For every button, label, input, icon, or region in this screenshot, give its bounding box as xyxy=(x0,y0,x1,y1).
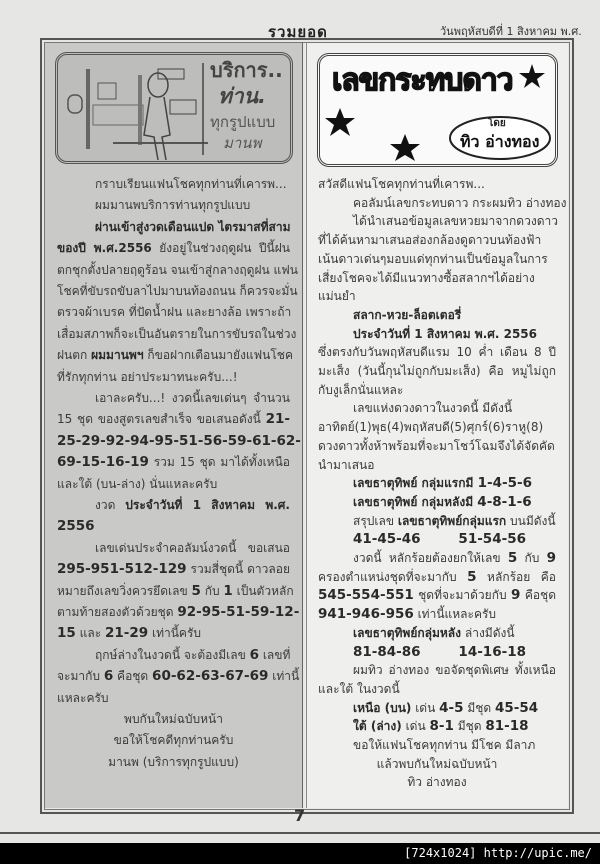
body-text: ขอให้โชคดีทุกท่านครับ xyxy=(113,733,234,748)
emphasis-text: 51-54-56 xyxy=(458,531,526,548)
right-article-line xyxy=(318,568,556,586)
body-text: ที่ได้ค้นหามาเสนอส่องกล้องดูดาวบนท้องฟ้า xyxy=(318,233,542,248)
left-article-line xyxy=(95,539,290,557)
emphasis-text: ประจำวันที่ 1 สิงหาคม พ.ศ. xyxy=(125,498,290,512)
left-article-line xyxy=(57,432,301,450)
body-text: โชคที่ขับรถขับลาไปมาบนท้องถนน ก็ควรจะมั่น xyxy=(57,284,298,298)
left-article-line xyxy=(57,517,290,535)
logo-text-you: ท่าน. xyxy=(218,84,266,108)
right-article-line xyxy=(318,381,556,399)
body-text: เด่น xyxy=(411,700,440,715)
body-text: พบกันใหม่ฉบับหน้า xyxy=(124,712,223,726)
emphasis-text: 92-95-51-59-12- xyxy=(177,604,300,620)
body-text: เท่านี้ครับ xyxy=(148,626,202,641)
left-article-line xyxy=(57,346,293,364)
body-text: บนมีดังนี้ xyxy=(506,513,556,528)
left-article-line xyxy=(57,325,297,343)
left-article-line xyxy=(57,261,298,279)
right-article-line xyxy=(318,755,556,773)
body-text: และใต้ (บน-ล่าง) นั่นแหละครับ xyxy=(57,476,218,491)
right-article-line xyxy=(318,680,556,698)
body-text: ดวงดาวทั้งห้าพร้อมที่จะมาโชว์โฉมจึงได้จัดคัด xyxy=(318,438,555,453)
emphasis-text: 5 xyxy=(507,550,518,566)
right-article-line xyxy=(318,287,556,305)
emphasis-text: เลขธาตุทิพย์กลุ่มหลัง xyxy=(353,625,462,640)
emphasis-text: 25-29-92-94-95-51-56-59-61-62- xyxy=(57,432,301,449)
right-article-line xyxy=(353,399,556,417)
body-text: แล้วพบกันใหม่ฉบับหน้า xyxy=(376,756,498,771)
body-text: และใต้ ในงวดนี้ xyxy=(318,681,400,696)
body-text: ยังอยู่ในช่วงฤดูฝน ปีนี้ฝน xyxy=(151,241,290,256)
right-article-line xyxy=(318,175,556,193)
right-article-line xyxy=(318,269,556,287)
left-column-header-illustration xyxy=(55,52,293,164)
body-text: รวม 15 ชุด มาได้ทั้งเหนือ xyxy=(148,455,290,470)
emphasis-text: 9 xyxy=(546,550,556,566)
body-text: แหละครับ xyxy=(57,690,109,705)
right-article-line xyxy=(353,474,556,492)
body-text: จะมากับ xyxy=(57,669,104,684)
left-article-line xyxy=(57,368,290,386)
right-article-line xyxy=(353,549,556,567)
body-text: เท่านี้ xyxy=(268,669,300,684)
left-article-line xyxy=(57,667,300,685)
emphasis-text: 45-54 xyxy=(495,699,539,716)
right-article-line xyxy=(318,362,556,380)
page-number: 7 xyxy=(294,806,306,825)
emphasis-text: 60-62-63-67-69 xyxy=(152,668,269,685)
left-article-line xyxy=(95,218,290,236)
body-text: มีชุด xyxy=(463,700,495,715)
emphasis-text: 41-45-46 xyxy=(353,531,421,548)
body-text: ก็ขอฝากเตือนมายังแฟนโชค xyxy=(143,348,293,363)
emphasis-text: 295-951-512-129 xyxy=(57,561,187,578)
right-article-line xyxy=(318,586,556,604)
body-text: นำมาเสนอ xyxy=(318,457,375,472)
left-article-line xyxy=(57,475,290,493)
body-text: สวัสดีแฟนโชคทุกท่านที่เคารพ... xyxy=(318,177,485,191)
logo-author: ทิว อ่างทอง xyxy=(460,132,540,151)
right-article-line xyxy=(318,456,556,474)
emphasis-text: 8-1 xyxy=(429,718,454,735)
emphasis-text: 15 xyxy=(57,625,76,642)
emphasis-text: เหนือ (บน) xyxy=(353,700,412,715)
body-text: หมายถึงเลขวิ่งควรยึดเลข xyxy=(57,583,192,598)
body-text: กับ xyxy=(200,583,224,598)
body-text: เสี่ยงโชคจะได้มีแนวทางซื้อสลากฯได้อย่าง xyxy=(318,270,535,285)
left-article-line xyxy=(57,624,290,642)
body-text: เด่น xyxy=(401,719,430,734)
emphasis-text: เลขธาตุทิพย์ กลุ่มแรกมี xyxy=(353,476,478,491)
emphasis-text: ของปี พ.ศ.2556 xyxy=(57,241,152,256)
left-article-line xyxy=(57,731,290,749)
right-article-line xyxy=(318,437,556,455)
left-article-line xyxy=(57,453,290,471)
emphasis-text: 21- xyxy=(265,411,290,428)
body-text: งวด xyxy=(95,498,126,512)
emphasis-text: 69-15-16-19 xyxy=(57,454,149,471)
emphasis-text: 9 xyxy=(511,587,521,604)
body-text: อาทิตย์(1)พุธ(4)พฤหัสบดี(5)ศุกร์(6)ราหู(8) xyxy=(318,420,544,435)
body-text: แม่นยำ xyxy=(318,289,356,304)
body-text: คือชุด xyxy=(113,669,153,684)
left-article-line xyxy=(57,710,290,728)
emphasis-text: ผมมานพฯ xyxy=(91,348,144,363)
body-text: ได้นำเสนอข้อมูลเลขหวยมาจากดวงดาว xyxy=(353,214,558,229)
emphasis-text: สลาก-หวย-ล็อตเตอรี่ xyxy=(353,307,462,322)
right-article-line xyxy=(353,717,556,735)
body-text: คือชุด xyxy=(520,588,556,603)
right-article-line xyxy=(353,194,567,212)
logo-title: เลขกระทบดาว xyxy=(332,63,513,98)
body-text: ตรวจผ้าเบรค ที่ปัดน้ำฝน และยางล้อ เพราะถ้า xyxy=(57,305,292,320)
body-text: กราบเรียนแฟนโชคทุกท่านที่เคารพ... xyxy=(95,177,287,191)
body-text: เลขเด่นประจำคอลัมน์งวดนี้ ขอเสนอ xyxy=(95,540,290,555)
right-article-line xyxy=(318,773,556,791)
emphasis-text: 81-18 xyxy=(485,718,529,735)
body-text: เลขแห่งดวงดาวในงวดนี้ มีดังนี้ xyxy=(353,401,513,416)
body-text: สรุปเลข xyxy=(353,513,398,528)
body-text: เท่านี้แหละครับ xyxy=(413,607,497,622)
left-article-line xyxy=(95,646,290,664)
body-text: ฝนตก xyxy=(57,348,92,363)
body-text: งวดนี้ หลักร้อยต้องยกให้เลข xyxy=(353,551,508,565)
body-text: ล่างมีดังนี้ xyxy=(461,625,515,640)
body-text: กับ xyxy=(517,551,547,565)
right-article-line xyxy=(318,343,556,361)
emphasis-text: 14-16-18 xyxy=(458,643,526,660)
emphasis-text: 2556 xyxy=(57,518,95,535)
emphasis-text: ผ่านเข้าสู่งวดเดือนแปด ไตรมาสที่สาม xyxy=(95,219,291,234)
left-article-line xyxy=(95,496,290,514)
image-size-stamp: [724x1024] http://upic.me/ xyxy=(404,846,592,860)
emphasis-text: 5 xyxy=(191,582,201,599)
left-article-line xyxy=(95,389,290,407)
right-article-line xyxy=(318,231,556,249)
body-text: เป็นตัวหลัก xyxy=(232,583,294,598)
emphasis-text: 545-554-551 xyxy=(318,587,414,604)
left-article-line xyxy=(57,239,290,257)
right-article-line xyxy=(318,250,556,268)
logo-text-service: บริการ.. xyxy=(210,58,283,82)
masthead: รวมยอด xyxy=(268,23,328,41)
left-article-line xyxy=(57,689,290,707)
left-article-line xyxy=(57,410,290,428)
right-article-line xyxy=(353,306,556,324)
emphasis-text: 5 xyxy=(467,568,477,585)
emphasis-text: 1 xyxy=(223,582,233,599)
body-text: ตกชุกตั้งปลายฤดูร้อน จนเข้าสู่กลางฤดูฝน แฟน xyxy=(57,262,298,277)
right-article-line xyxy=(353,493,556,511)
body-text: ตามท้ายสองตัวด้วยชุด xyxy=(57,605,178,619)
right-article-line xyxy=(318,418,556,436)
body-text: มะเส็ง (วันนี้กุนไม่ถูกกับมะเส็ง) คือ หมูไม่ถูก xyxy=(318,364,556,378)
body-text: ที่รักทุกท่าน อย่าประมาทนะครับ...! xyxy=(57,369,238,384)
body-text: เลขที่ xyxy=(259,647,291,662)
right-article-line xyxy=(353,530,526,548)
right-article-line xyxy=(353,643,526,661)
emphasis-text: ใต้ (ล่าง) xyxy=(353,719,402,734)
body-text: ครองตำแหน่งชุดที่จะมากับ xyxy=(318,569,468,584)
right-article-line xyxy=(353,325,556,343)
body-text: คอลัมน์เลขกระทบดาว กระผมทิว อ่างทอง xyxy=(353,195,567,210)
emphasis-text: 21-29 xyxy=(104,625,149,642)
emphasis-text: 81-84-86 xyxy=(353,643,421,660)
left-article-line xyxy=(57,303,290,321)
emphasis-text: 6 xyxy=(249,646,259,663)
emphasis-text: 6 xyxy=(103,668,114,685)
left-article-line xyxy=(57,560,290,578)
body-text: มานพ (บริการทุกรูปแบบ) xyxy=(108,754,239,769)
left-article-line xyxy=(57,603,300,621)
body-text: 15 ชุด ของสูตรเลขสำเร็จ ขอเสนอดังนี้ xyxy=(57,412,266,427)
body-text: ทิว อ่างทอง xyxy=(407,775,467,790)
emphasis-text: 941-946-956 xyxy=(318,606,414,623)
body-text: ผมมานพบริการท่านทุกรูปแบบ xyxy=(95,198,251,213)
logo-by: โดย xyxy=(488,118,506,129)
body-text: ผมทิว อ่างทอง ขอจัดชุดพิเศษ ทั้งเหนือ xyxy=(353,663,556,678)
emphasis-text: เลขธาตุทิพย์กลุ่มแรก xyxy=(397,513,507,528)
body-text: เน้นดาวเด่นๆมอบแด่ทุกท่านเป็นข้อมูลในการ xyxy=(318,251,548,266)
left-article-line xyxy=(57,582,294,600)
logo-text-manop: มานพ xyxy=(223,134,262,152)
right-article-line xyxy=(318,605,556,623)
right-article-line xyxy=(353,699,556,717)
body-text: หลักร้อย คือ xyxy=(476,569,556,584)
right-column-header-logo xyxy=(317,53,558,167)
body-text: มีชุด xyxy=(453,719,486,734)
body-text: และ xyxy=(75,626,105,641)
emphasis-text: เลขธาตุทิพย์ กลุ่มหลังมี xyxy=(353,494,478,509)
issue-date: วันพฤหัสบดีที่ 1 สิงหาคม พ.ศ. xyxy=(440,25,582,38)
logo-text-all-kinds: ทุกรูปแบบ xyxy=(210,113,276,131)
left-article-line xyxy=(95,196,290,214)
column-divider xyxy=(302,42,307,808)
body-text: เสื่อมสภาพก็จะเป็นอันตรายในการขับรถในช่วง xyxy=(57,326,297,341)
left-article-line xyxy=(95,175,290,193)
emphasis-text: 4-8-1-6 xyxy=(477,493,532,510)
emphasis-text: 4-5 xyxy=(439,699,464,716)
right-article-line xyxy=(353,661,556,679)
left-article-line xyxy=(57,753,290,771)
body-text: รวมสี่ชุดนี้ ดาวลอย xyxy=(186,562,290,577)
body-text: ขอให้แฟนโชคทุกท่าน มีโชค มีลาภ xyxy=(353,738,536,752)
body-text: กับงูเล็กนั่นแหละ xyxy=(318,382,404,397)
body-text: ฤกษ์ล่างในงวดนี้ จะต้องมีเลข xyxy=(95,647,250,662)
right-article-line xyxy=(353,736,556,754)
emphasis-text: 1-4-5-6 xyxy=(477,475,532,492)
page-bottom-rule xyxy=(0,832,600,834)
body-text: ชุดที่จะมาด้วยกับ xyxy=(413,588,511,603)
body-text: เอาละครับ...! งวดนี้เลขเด่นๆ จำนวน xyxy=(95,391,290,405)
right-article-line xyxy=(353,212,556,230)
right-article-line xyxy=(353,624,556,642)
left-article-line xyxy=(57,282,298,300)
body-text: ซึ่งตรงกับวันพฤหัสบดีแรม 10 ค่ำ เดือน 8 ปี xyxy=(318,345,556,360)
emphasis-text: ประจำวันที่ 1 สิงหาคม พ.ศ. 2556 xyxy=(353,326,538,341)
right-article-line xyxy=(353,512,556,530)
